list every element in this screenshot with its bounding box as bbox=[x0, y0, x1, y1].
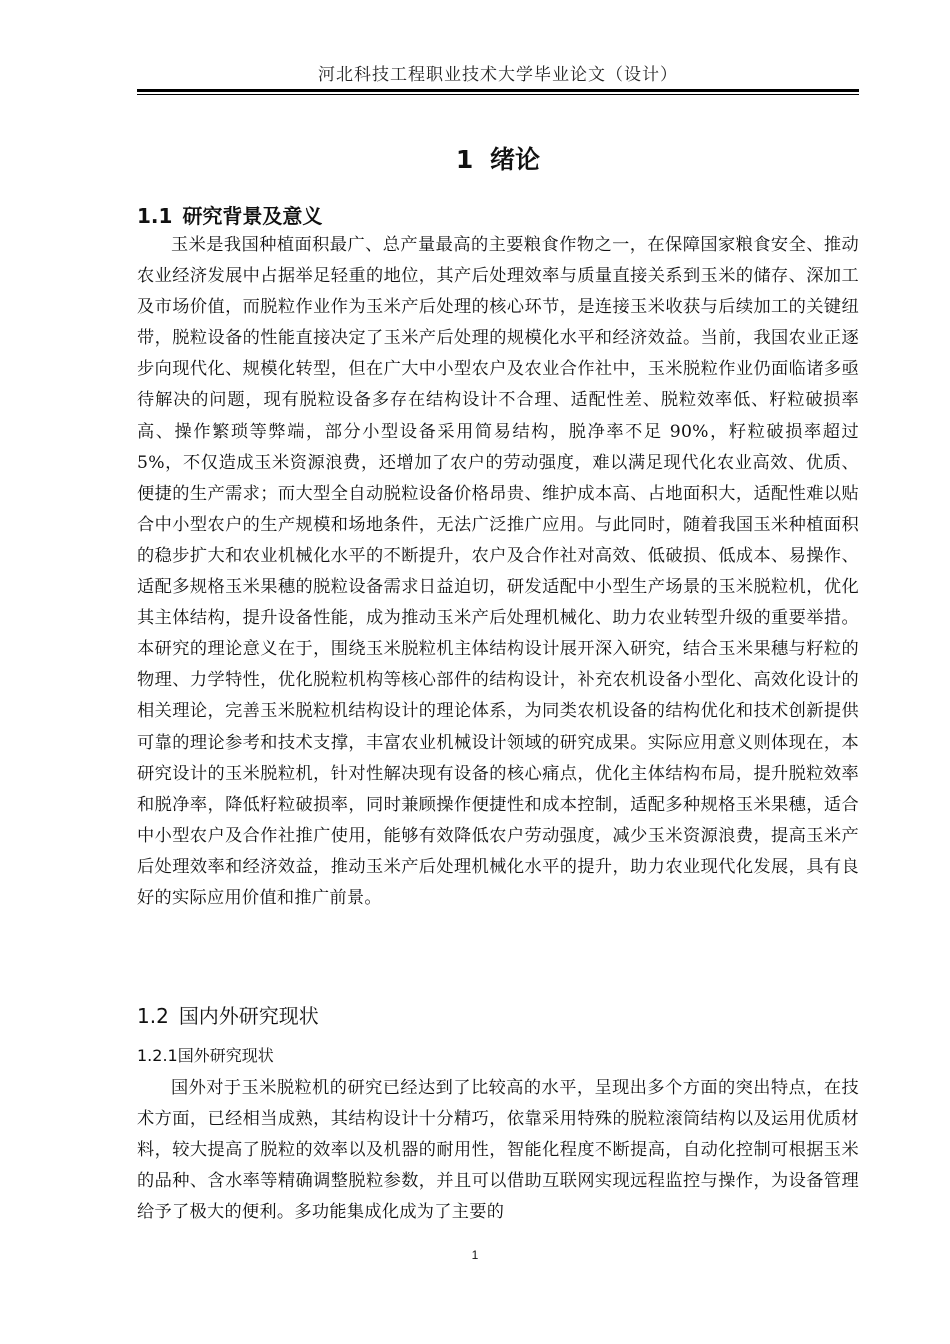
chapter-title-text: 绪论 bbox=[490, 145, 541, 174]
subsection-number: 1.2.1 bbox=[137, 1046, 178, 1065]
section-number: 1.2 bbox=[137, 1004, 169, 1028]
subsection-1-2-1-paragraph: 国外对于玉米脱粒机的研究已经达到了比较高的水平，呈现出多个方面的突出特点，在技术方面，已经相当成熟，其结构设计十分精巧，依靠采用特殊的脱粒滚筒结构以及运用优质材料，较大提高了脱粒的效率以及机器的耐用性，智能化程度不断提高，自动化控制可根据玉米的品种、含水率等精确调整脱粒参数，并且可以借助互联网实现远程监控与操作，为设备管理给予了极大的便利。多功能集成化成为了主要的 bbox=[137, 1078, 859, 1223]
header-rule-thin bbox=[137, 94, 859, 95]
chapter-title bbox=[137, 140, 859, 176]
section-title: 研究背景及意义 bbox=[182, 204, 323, 228]
section-title: 国内外研究现状 bbox=[178, 1004, 319, 1028]
section-number: 1.1 bbox=[137, 204, 173, 228]
subsection-heading-1-2-1 bbox=[137, 1043, 274, 1066]
header-rule-thick bbox=[137, 89, 859, 92]
section-1-1-paragraph: 玉米是我国种植面积最广、总产量最高的主要粮食作物之一，在保障国家粮食安全、推动农业经济发展中占据举足轻重的地位，其产后处理效率与质量直接关系到玉米的储存、深加工及市场价值，而脱粒作业作为玉米产后处理的核心环节，是连接玉米收获与后续加工的关键纽带，脱粒设备的性能直接决定了玉米产后处理的规模化水平和经济效益。当前，我国农业正逐步向现代化、规模化转型，但在广大中小型农户及农业合作社中，玉米脱粒作业仍面临诸多亟待解决的问题，现有脱粒设备多存在结构设计不合理、适配性差、脱粒效率低、籽粒破损率高、操作繁琐等弊端，部分小型设备采用简易结构，脱净率不足 90%，籽粒破损率超过 5%，不仅造成玉米资源浪费，还增加了农户的劳动强度，难以满足现代化农业高效、优质、便捷的生产需求；而大型全自动脱粒设备价格昂贵、维护成本高、占地面积大，适配性难以贴合中小型农户的生产规模和场地条件，无法广泛推广应用。与此同时，随着我国玉米种植面积的稳步扩大和农业机械化水平的不断提升，农户及合作社对高效、低破损、低成本、易操作、适配多规格玉米果穗的脱粒设备需求日益迫切，研发适配中小型生产场景的玉米脱粒机，优化其主体结构，提升设备性能，成为推动玉米产后处理机械化、助力农业转型升级的重要举措。本研究的理论意义在于，围绕玉米脱粒机主体结构设计展开深入研究，结合玉米果穗与籽粒的物理、力学特性，优化脱粒机构等核心部件的结构设计，补充农机设备小型化、高效化设计的相关理论，完善玉米脱粒机结构设计的理论体系，为同类农机设备的结构优化和技术创新提供可靠的理论参考和技术支撑，丰富农业机械设计领域的研究成果。实际应用意义则体现在，本研究设计的玉米脱粒机，针对性解决现有设备的核心痛点，优化主体结构布局，提升脱粒效率和脱净率，降低籽粒破损率，同时兼顾操作便捷性和成本控制，适配多种规格玉米果穗，适合中小型农户及合作社推广使用，能够有效降低农户劳动强度，减少玉米资源浪费，提高玉米产后处理效率和经济效益，推动玉米产后处理机械化水平的提升，助力农业现代化发展，具有良好的实际应用价值和推广前景。 bbox=[137, 235, 859, 908]
chapter-number: 1 bbox=[455, 145, 474, 174]
subsection-title: 国外研究现状 bbox=[177, 1046, 274, 1065]
section-heading-1-2 bbox=[137, 1000, 319, 1029]
page-number: 1 bbox=[471, 1248, 479, 1262]
section-heading-1-1 bbox=[137, 200, 322, 229]
page-header: 河北科技工程职业技术大学毕业论文（设计） bbox=[318, 65, 678, 85]
